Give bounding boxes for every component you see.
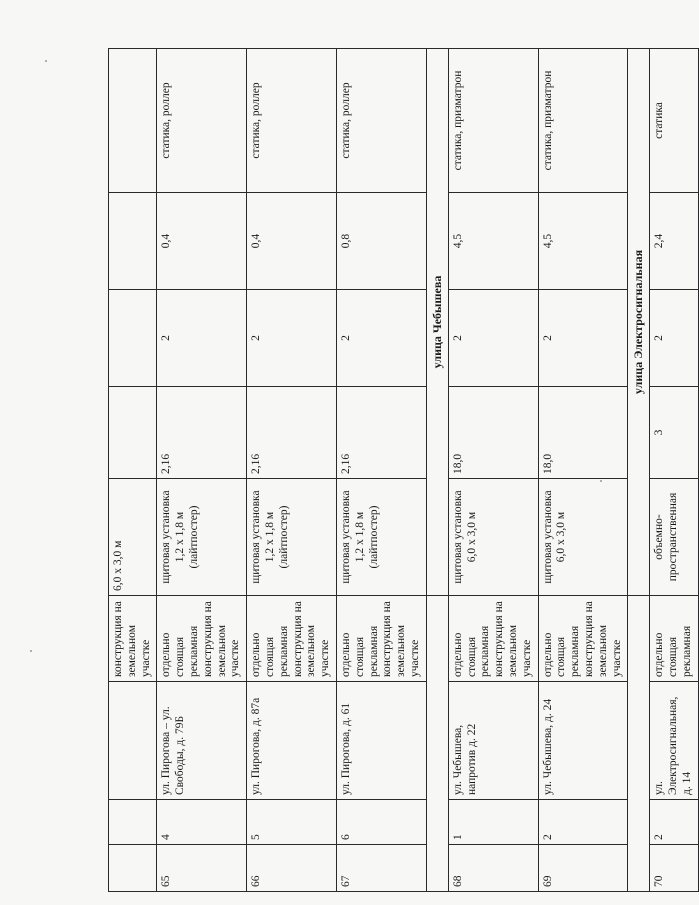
section-row xyxy=(426,49,448,892)
cell-area: 18,0 xyxy=(538,387,628,479)
cell-sides: 2 xyxy=(650,290,698,387)
cell-power: 2,4 xyxy=(650,193,698,290)
cell-area: 3 xyxy=(650,387,698,479)
table-row-continued xyxy=(109,49,157,892)
cell-sides: 2 xyxy=(448,290,538,387)
table-row xyxy=(157,49,247,892)
cell-type: конструкция на земельном участке xyxy=(109,596,157,682)
cell-num: 65 xyxy=(157,845,247,892)
cell-address: ул. Пирогова, д. 87а xyxy=(247,682,337,800)
cell-technology: статика xyxy=(650,49,698,193)
table-row xyxy=(538,49,628,892)
cell-technology: статика, роллер xyxy=(247,49,337,193)
cell-index: 4 xyxy=(157,800,247,845)
cell-technology: статика, призматрон xyxy=(448,49,538,193)
cell-kind: щитовая установка 6,0 х 3,0 м xyxy=(538,479,628,596)
cell-index: 6 xyxy=(336,800,426,845)
advertising-structures-table xyxy=(108,48,699,892)
cell-type: отдельно стоящая рекламная конструкция на земельном участке xyxy=(448,596,538,682)
scan-speck xyxy=(30,650,32,652)
cell-address: ул. Чебышева, напротив д. 22 xyxy=(448,682,538,800)
section-row xyxy=(628,49,650,892)
section-title: улица Чебышева xyxy=(426,49,448,596)
cell-address: ул. Пирогова – ул. Свободы, д. 79Б xyxy=(157,682,247,800)
cell-type: отдельно стоящая рекламная конструкция на земельном участке xyxy=(157,596,247,682)
table-row xyxy=(650,49,698,892)
scan-speck xyxy=(45,60,47,62)
cell-index: 1 xyxy=(448,800,538,845)
cell-type: отдельно стоящая рекламная конструкция на земельном участке xyxy=(538,596,628,682)
cell-index: 5 xyxy=(247,800,337,845)
cell-power: 0,8 xyxy=(336,193,426,290)
cell-kind: щитовая установка 6,0 х 3,0 м xyxy=(448,479,538,596)
cell-power: 0,4 xyxy=(247,193,337,290)
cell-technology: статика, роллер xyxy=(336,49,426,193)
scan-speck xyxy=(600,480,602,482)
cell-type: отдельно стоящая рекламная конструкция на земельном участке xyxy=(247,596,337,682)
cell-address: ул. Пирогова, д. 61 xyxy=(336,682,426,800)
cell-power: 4,5 xyxy=(448,193,538,290)
cell-sides: 2 xyxy=(336,290,426,387)
cell-power: 0,4 xyxy=(157,193,247,290)
cell-index: 2 xyxy=(650,800,698,845)
cell-power: 4,5 xyxy=(538,193,628,290)
section-title: улица Электросигнальная xyxy=(628,49,650,596)
cell-kind: щитовая установка 1,2 х 1,8 м (лайтпостер) xyxy=(336,479,426,596)
cell-type: отдельно стоящая рекламная конструкция на земельном участке xyxy=(336,596,426,682)
cell-type: отдельно стоящая рекламная xyxy=(650,596,698,682)
cell-num: 68 xyxy=(448,845,538,892)
cell-area: 2,16 xyxy=(247,387,337,479)
cell-address: ул. Электросигнальная, д. 14 xyxy=(650,682,698,800)
cell-address: ул. Чебышева, д. 24 xyxy=(538,682,628,800)
rotated-page xyxy=(108,49,693,892)
cell-technology: статика, призматрон xyxy=(538,49,628,193)
cell-kind: щитовая установка 1,2 х 1,8 м (лайтпостер) xyxy=(157,479,247,596)
table-row xyxy=(247,49,337,892)
cell-kind: щитовая установка 1,2 х 1,8 м (лайтпостер) xyxy=(247,479,337,596)
cell-num: 70 xyxy=(650,845,698,892)
cell-area: 18,0 xyxy=(448,387,538,479)
cell-kind: 6,0 х 3,0 м xyxy=(109,479,157,596)
cell-sides: 2 xyxy=(538,290,628,387)
cell-technology: статика, роллер xyxy=(157,49,247,193)
cell-num: 69 xyxy=(538,845,628,892)
table-row xyxy=(448,49,538,892)
cell-num: 67 xyxy=(336,845,426,892)
cell-area: 2,16 xyxy=(336,387,426,479)
table-row xyxy=(336,49,426,892)
cell-index: 2 xyxy=(538,800,628,845)
cell-sides: 2 xyxy=(247,290,337,387)
cell-num: 66 xyxy=(247,845,337,892)
cell-area: 2,16 xyxy=(157,387,247,479)
cell-kind: объемно-пространственная xyxy=(650,479,698,596)
cell-sides: 2 xyxy=(157,290,247,387)
